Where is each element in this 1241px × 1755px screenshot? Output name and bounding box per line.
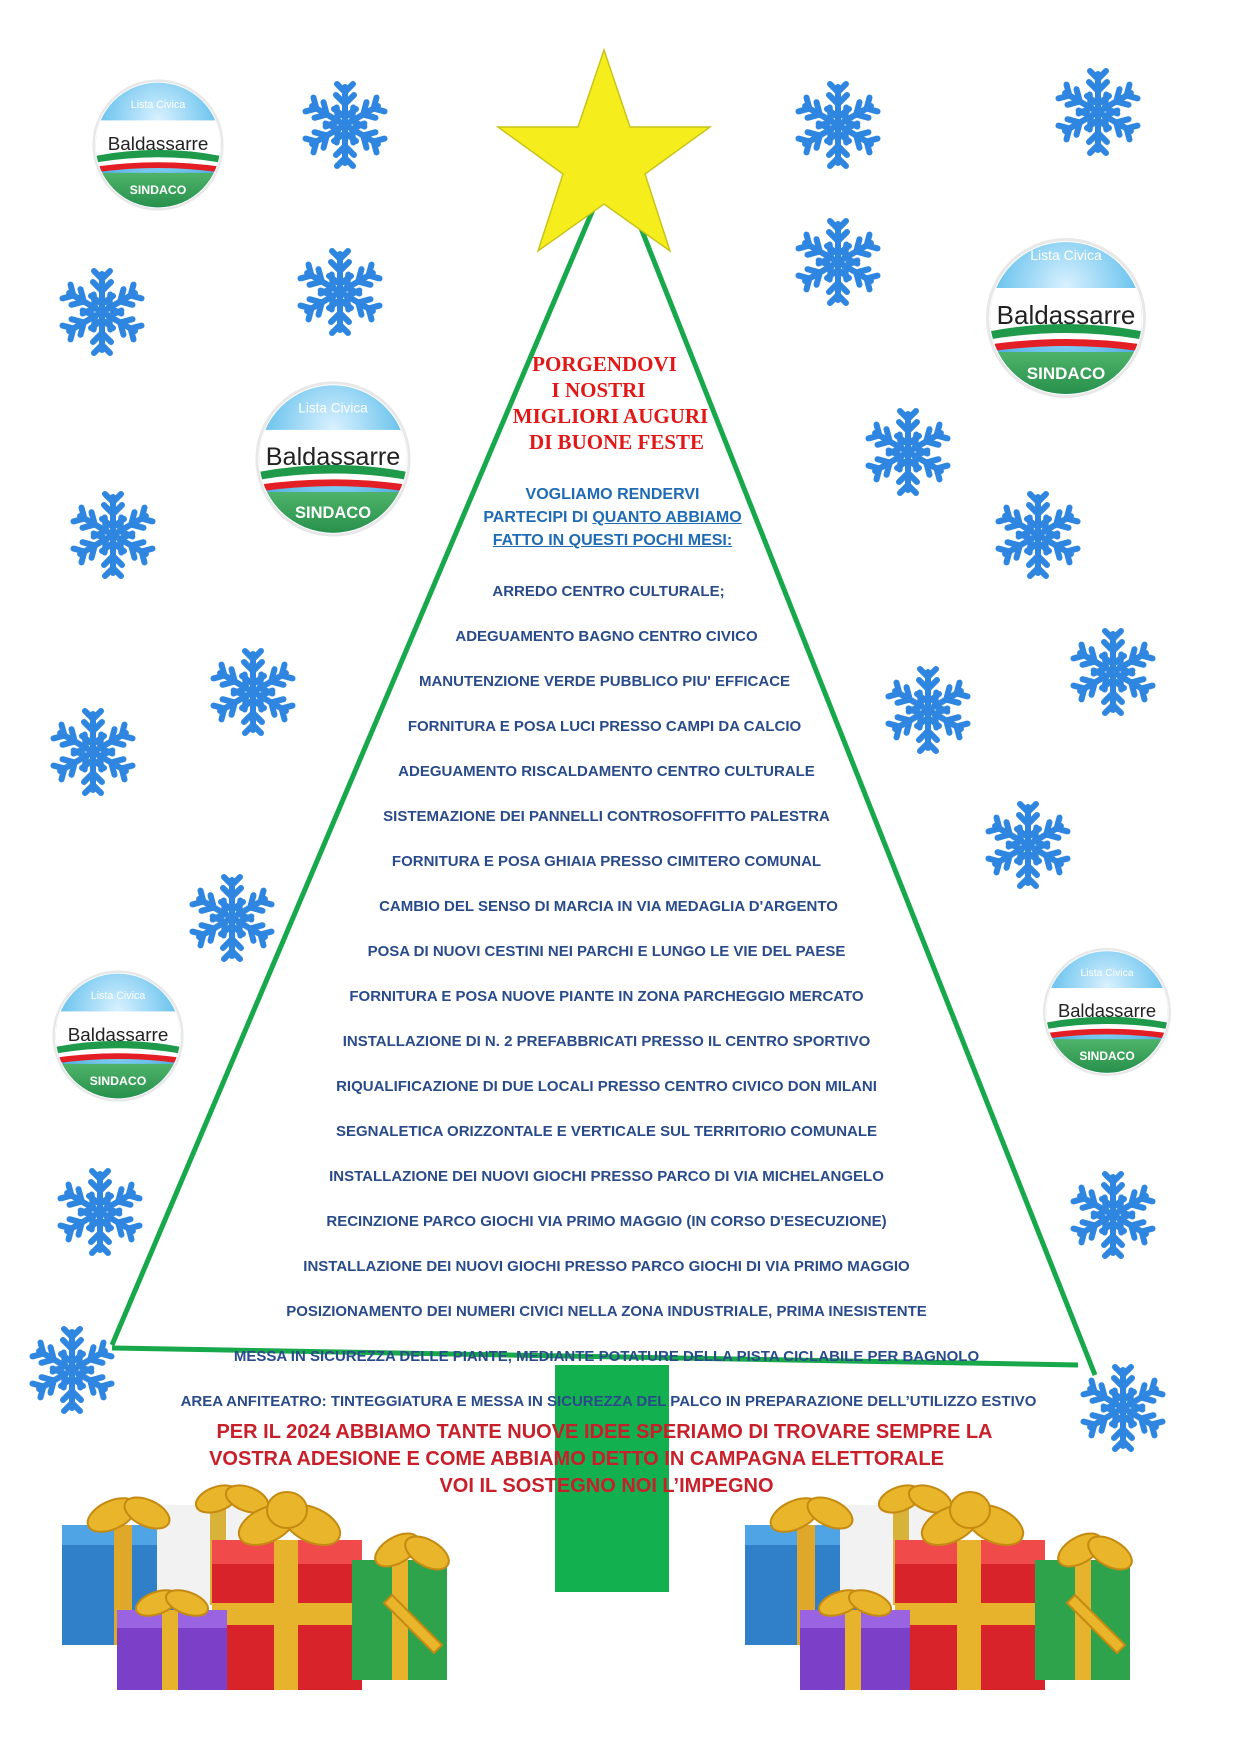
greeting-line-1: PORGENDOVI: [532, 352, 677, 376]
greeting-line-4: DI BUONE FESTE: [528, 430, 705, 454]
logo-bottom-label: SINDACO: [129, 183, 187, 198]
achievement-item: INSTALLAZIONE DEI NUOVI GIOCHI PRESSO PARCO DI VIA MICHELANGELO: [329, 1168, 884, 1185]
logo-bottom-label: SINDACO: [1079, 1049, 1135, 1063]
logo-top-label: Lista Civica: [130, 99, 186, 112]
achievement-item: RECINZIONE PARCO GIOCHI VIA PRIMO MAGGIO (IN CORSO D'ESECUZIONE): [326, 1213, 887, 1230]
intro-line-3-underlined: FATTO IN QUESTI POCHI MESI:: [492, 532, 733, 549]
logo-top-label: Lista Civica: [1080, 968, 1134, 979]
achievement-item: FORNITURA E POSA LUCI PRESSO CAMPI DA CALCIO: [407, 718, 802, 735]
achievement-item: ADEGUAMENTO RISCALDAMENTO CENTRO CULTURALE: [398, 763, 815, 780]
achievement-item: RIQUALIFICAZIONE DI DUE LOCALI PRESSO CENTRO CIVICO DON MILANI: [336, 1078, 877, 1095]
achievement-item: FORNITURA E POSA GHIAIA PRESSO CIMITERO COMUNAL: [391, 853, 822, 870]
achievement-item: INSTALLAZIONE DEI NUOVI GIOCHI PRESSO PARCO GIOCHI DI VIA PRIMO MAGGIO: [303, 1258, 910, 1275]
achievement-item: ARREDO CENTRO CULTURALE;: [492, 583, 725, 600]
logo-bottom-label: SINDACO: [294, 504, 372, 523]
snowflake-icons: [31, 71, 1164, 1449]
logo-name: Baldassarre: [996, 300, 1136, 330]
intro-line-2-plain: PARTECIPI DI: [483, 509, 593, 526]
achievement-item: SISTEMAZIONE DEI PANNELLI CONTROSOFFITTO PALESTRA: [383, 808, 830, 825]
achievement-item: ADEGUAMENTO BAGNO CENTRO CIVICO: [455, 628, 758, 645]
logo-name: Baldassarre: [265, 442, 401, 471]
closing-line-3: VOI IL SOSTEGNO NOI L’IMPEGNO: [439, 1475, 774, 1497]
gift-boxes-right: [745, 1480, 1137, 1690]
intro-line-1: VOGLIAMO RENDERVI: [525, 486, 700, 503]
closing-line-2: VOSTRA ADESIONE E COME ABBIAMO DETTO IN CAMPAGNA ELETTORALE: [209, 1448, 944, 1470]
achievement-item: POSA DI NUOVI CESTINI NEI PARCHI E LUNGO LE VIE DEL PAESE: [367, 943, 846, 960]
greeting-line-3: MIGLIORI AUGURI: [512, 404, 709, 428]
achievement-item: AREA ANFITEATRO: TINTEGGIATURA E MESSA IN SICUREZZA DEL PALCO IN PREPARAZIONE DELL’UTILIZZO ESTIVO: [180, 1393, 1037, 1410]
logo-bottom-label: SINDACO: [1026, 364, 1106, 383]
greeting-line-2: I NOSTRI: [551, 378, 646, 402]
achievement-item: POSIZIONAMENTO DEI NUMERI CIVICI NELLA ZONA INDUSTRIALE, PRIMA INESISTENTE: [286, 1303, 927, 1320]
achievement-item: INSTALLAZIONE DI N. 2 PREFABBRICATI PRESSO IL CENTRO SPORTIVO: [342, 1033, 871, 1050]
gift-boxes-left: [62, 1480, 454, 1690]
logo-top-label: Lista Civica: [1030, 247, 1102, 263]
intro-line-2-underlined: QUANTO ABBIAMO: [592, 509, 742, 526]
logo-name: Baldassarre: [1057, 999, 1157, 1021]
logo-top-label: Lista Civica: [90, 990, 146, 1003]
logo-name: Baldassarre: [67, 1023, 169, 1045]
logo-bottom-label: SINDACO: [89, 1074, 147, 1089]
achievement-item: CAMBIO DEL SENSO DI MARCIA IN VIA MEDAGLIA D'ARGENTO: [379, 898, 838, 915]
intro-line-3: [0, 530, 1233, 552]
achievement-item: MANUTENZIONE VERDE PUBBLICO PIU' EFFICACE: [418, 673, 791, 690]
intro-line-2: [0, 507, 1233, 529]
achievement-item: MESSA IN SICUREZZA DELLE PIANTE, MEDIANTE POTATURE DELLA PISTA CICLABILE PER BAGNOLO: [233, 1348, 980, 1365]
closing-line-1: PER IL 2024 ABBIAMO TANTE NUOVE IDEE SPERIAMO DI TROVARE SEMPRE LA: [216, 1421, 993, 1443]
achievement-item: SEGNALETICA ORIZZONTALE E VERTICALE SUL TERRITORIO COMUNALE: [335, 1123, 878, 1140]
star-icon: [498, 50, 710, 251]
logo-top-label: Lista Civica: [298, 400, 368, 416]
logo-name: Baldassarre: [107, 132, 209, 154]
achievement-item: FORNITURA E POSA NUOVE PIANTE IN ZONA PARCHEGGIO MERCATO: [349, 988, 864, 1005]
